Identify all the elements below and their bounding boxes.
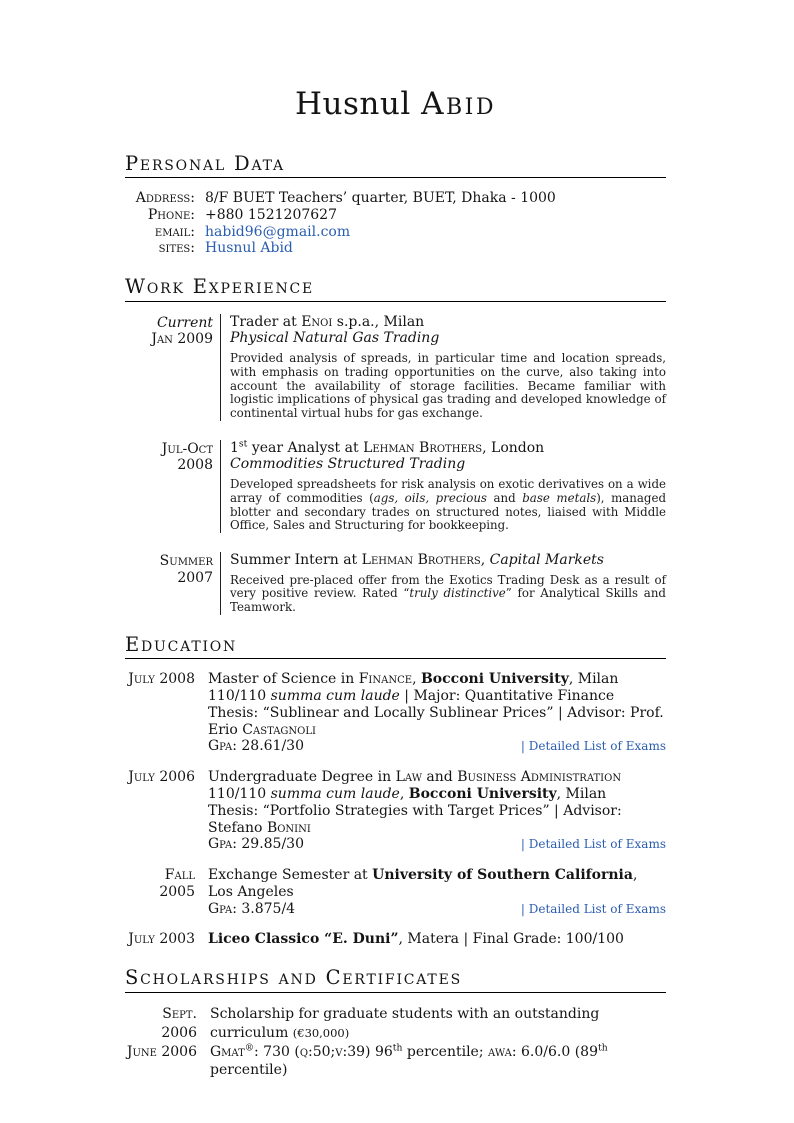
work-entry-description <box>230 478 666 533</box>
text-segment: +880 1521207627 <box>205 206 337 223</box>
text-segment: base metals <box>522 490 597 505</box>
education-line <box>208 901 666 918</box>
education-entry-date: July 2008 <box>128 671 195 688</box>
section-education <box>125 634 666 949</box>
section-work-experience <box>125 276 666 614</box>
text-segment: summa cum laude <box>270 687 400 704</box>
text-segment: Gpa <box>208 900 233 917</box>
education-line <box>208 738 666 755</box>
education-line <box>208 705 666 739</box>
work-entry <box>125 437 667 533</box>
education-entry-body <box>208 867 666 917</box>
work-entry-date <box>125 314 213 421</box>
work-entry-subtitle <box>230 330 666 347</box>
section-rule <box>125 992 666 993</box>
text-segment: Business Administration <box>457 769 622 786</box>
text-segment: | Major: Quantitative Finance <box>399 687 615 704</box>
work-entry-title <box>230 437 666 457</box>
personal-row <box>125 207 666 224</box>
text-segment: Jul-Oct 2008 <box>161 440 213 474</box>
education-line <box>208 769 666 786</box>
text-segment: Law <box>395 769 422 786</box>
text-segment: year Analyst at <box>247 439 364 456</box>
text-segment: Scholarship for graduate students with an outstanding curriculum <box>210 1005 600 1041</box>
text-segment: ® <box>244 1041 255 1053</box>
education-line <box>208 803 666 837</box>
text-segment: Physical Natural Gas Trading <box>230 330 440 347</box>
exams-link[interactable]: | Detailed List of Exams <box>520 837 666 852</box>
text-segment: , <box>412 671 421 688</box>
section-scholarships <box>125 967 666 1080</box>
work-date-line <box>125 553 213 587</box>
exams-link[interactable]: | Detailed List of Exams <box>520 739 666 754</box>
education-heading: Education <box>125 632 238 656</box>
education-line-text <box>208 786 606 803</box>
exams-link[interactable]: | Detailed List of Exams <box>520 901 666 916</box>
last-name: Abid <box>421 86 496 122</box>
text-segment: Lehman Brothers <box>363 439 483 456</box>
field-value <box>205 240 666 257</box>
personal-row <box>125 190 666 207</box>
text-segment: ) 96 <box>365 1043 393 1060</box>
education-line <box>208 836 666 853</box>
education-line-text <box>208 671 618 688</box>
text-segment: Bonini <box>266 819 311 836</box>
text-segment: Lehman Brothers <box>361 551 481 568</box>
text-segment: Finance <box>358 671 413 688</box>
section-personal-data <box>125 153 666 258</box>
text-segment: University of Southern California <box>372 867 633 884</box>
text-segment: 110/110 <box>208 785 271 802</box>
text-segment: Thesis: “Portfolio Strategies with Target Prices” | Advisor: Stefano <box>208 802 622 836</box>
text-segment: , Milan <box>568 671 619 688</box>
education-entry <box>125 671 666 755</box>
work-entry-body <box>220 552 666 615</box>
text-segment: : 6.0/6.0 (89 <box>511 1043 598 1060</box>
text-segment: 110/110 <box>208 687 271 704</box>
text-segment: Undergraduate Degree in <box>208 769 396 786</box>
work-entry <box>125 314 666 421</box>
education-entry-body <box>208 671 666 755</box>
text-segment: Bocconi University <box>420 671 569 688</box>
education-entry-date: July 2003 <box>128 931 195 948</box>
work-entry-subtitle <box>230 456 666 473</box>
section-rule <box>125 658 666 659</box>
field-value <box>205 224 666 241</box>
text-segment: 1 <box>230 439 239 456</box>
section-rule <box>125 301 666 302</box>
text-segment: and <box>421 769 458 786</box>
text-segment: ), managed blotter and secondary trades on structured notes, liaised with Middle Office, Sales and Structuring for bookkeeping. <box>230 490 667 533</box>
work-date-line <box>125 331 213 348</box>
text-segment: , <box>399 785 409 802</box>
text-segment: and <box>486 490 523 505</box>
education-entry <box>125 769 666 853</box>
text-segment: ” for Analytical Skills and Teamwork. <box>230 586 666 615</box>
scholarship-date: June 2006 <box>126 1043 197 1060</box>
text-segment: Developed spreadsheets for risk analysis on exotic derivatives on a wide array of commodities ( <box>230 477 666 505</box>
scholarship-rows <box>125 1005 666 1081</box>
text-segment: 8/F BUET Teachers’ quarter, BUET, Dhaka - 1000 <box>205 190 556 207</box>
text-segment: ags, oils, precious <box>373 490 487 505</box>
page-title <box>125 86 666 123</box>
section-rule <box>125 177 666 178</box>
text-segment: Castagnoli <box>242 721 316 738</box>
text-segment: q:50;v:39 <box>299 1043 366 1060</box>
work-entry-body <box>220 314 666 421</box>
text-segment: summa cum laude <box>270 785 400 802</box>
text-segment: , <box>480 551 490 568</box>
work-entry-description <box>230 352 666 420</box>
education-line-text <box>208 769 621 786</box>
text-segment: Enoi <box>301 313 333 330</box>
text-segment: Summer 2007 <box>159 552 213 586</box>
education-line-text <box>208 836 304 853</box>
text-segment: Gmat <box>210 1043 245 1060</box>
education-line-text <box>208 738 304 755</box>
text-segment: Gpa <box>208 836 233 853</box>
text-segment: s.p.a., Milan <box>332 313 425 330</box>
education-line-text <box>208 931 624 948</box>
education-line <box>208 867 666 901</box>
field-value <box>205 207 666 224</box>
work-experience-heading: Work Experience <box>125 275 315 299</box>
education-entry <box>125 931 666 948</box>
text-segment: Jan 2009 <box>151 331 213 348</box>
education-line-right <box>521 902 666 916</box>
personal-row <box>125 240 666 257</box>
field-label: sites: <box>158 240 195 257</box>
field-label: email: <box>154 223 195 240</box>
text-segment: truly distinctive <box>409 586 506 601</box>
text-segment: Liceo Classico “E. Duni” <box>208 931 399 948</box>
text-segment: , Matera | Final Grade: 100/100 <box>398 931 624 948</box>
text-segment: Capital Markets <box>489 551 604 568</box>
education-line <box>208 688 666 705</box>
scholarships-heading: Scholarships and Certificates <box>125 966 462 990</box>
education-line-right <box>521 739 666 753</box>
text-segment: , Milan <box>556 785 607 802</box>
work-entry-description <box>230 574 666 615</box>
text-segment: Trader at <box>230 313 302 330</box>
text-segment: (€30,000) <box>292 1025 350 1040</box>
scholarship-row <box>125 1043 666 1081</box>
text-segment: Master of Science in <box>208 671 359 688</box>
personal-row <box>125 224 666 241</box>
scholarship-date: Sept. 2006 <box>161 1005 197 1041</box>
text-segment: Bocconi University <box>408 785 557 802</box>
first-name: Husnul <box>295 86 422 122</box>
text-segment: awa <box>488 1043 512 1060</box>
education-line-text <box>208 803 666 837</box>
text-segment: Commodities Structured Trading <box>230 456 466 473</box>
text-segment: st <box>238 437 248 449</box>
education-line <box>208 786 666 803</box>
work-entries <box>125 314 666 615</box>
scholarship-text <box>210 1043 666 1081</box>
education-entry-body <box>208 769 666 853</box>
education-line <box>208 671 666 688</box>
text-segment: th <box>392 1041 403 1053</box>
education-entry-body <box>208 931 666 948</box>
personal-rows <box>125 190 666 257</box>
education-line-text <box>208 705 666 739</box>
personal-data-heading: Personal Data <box>125 151 285 175</box>
education-entry-date: Fall 2005 <box>159 867 195 900</box>
text-segment: Gpa <box>208 738 233 755</box>
text-segment: , London <box>482 439 545 456</box>
education-line-right <box>521 837 666 851</box>
text-segment: Exchange Semester at <box>208 867 373 884</box>
education-line <box>208 931 666 948</box>
field-label: Address: <box>135 190 195 207</box>
education-entries <box>125 671 666 948</box>
field-value <box>205 190 666 207</box>
work-entry-title <box>230 314 666 331</box>
field-label: Phone: <box>147 206 195 223</box>
education-line-text <box>208 901 295 918</box>
work-entry-title <box>230 552 666 569</box>
work-date-line <box>125 441 213 475</box>
text-segment: percentile; <box>402 1043 489 1060</box>
education-line-text <box>208 867 666 901</box>
text-segment: Received pre-placed offer from the Exotics Trading Desk as a result of very positive review. Rated “ <box>230 572 666 601</box>
text-segment: : 28.61/30 <box>232 738 304 755</box>
work-entry-date <box>125 440 213 533</box>
text-segment: Summer Intern at <box>230 551 362 568</box>
site-link[interactable]: Husnul Abid <box>205 240 293 257</box>
text-segment: percentile) <box>210 1062 288 1079</box>
text-segment: th <box>597 1041 608 1053</box>
text-segment: Current <box>156 314 213 331</box>
text-segment: Provided analysis of spreads, in particular time and location spreads, with emphasis on trading opportunities on the curve, also taking into account the availability of storage facilities. Became familiar with logistic implications of physical gas trading and developed knowledge of continental virtual hubs for gas exchange. <box>230 351 666 420</box>
scholarship-row <box>125 1005 666 1043</box>
text-segment: , Los Angeles <box>208 867 638 900</box>
education-entry-date: July 2006 <box>128 769 195 786</box>
scholarship-text <box>210 1005 666 1043</box>
work-entry-date <box>125 552 213 615</box>
education-line-text <box>208 688 614 705</box>
education-entry <box>125 867 666 917</box>
work-entry <box>125 552 666 615</box>
text-segment: Thesis: “Sublinear and Locally Sublinear Prices” | Advisor: Prof. Erio <box>208 704 664 738</box>
text-segment: : 29.85/30 <box>232 836 304 853</box>
work-date-line <box>125 315 213 332</box>
email-link[interactable]: habid96@gmail.com <box>205 223 351 240</box>
text-segment: : 730 ( <box>254 1043 300 1060</box>
text-segment: : 3.875/4 <box>232 900 296 917</box>
work-entry-body <box>220 437 667 533</box>
